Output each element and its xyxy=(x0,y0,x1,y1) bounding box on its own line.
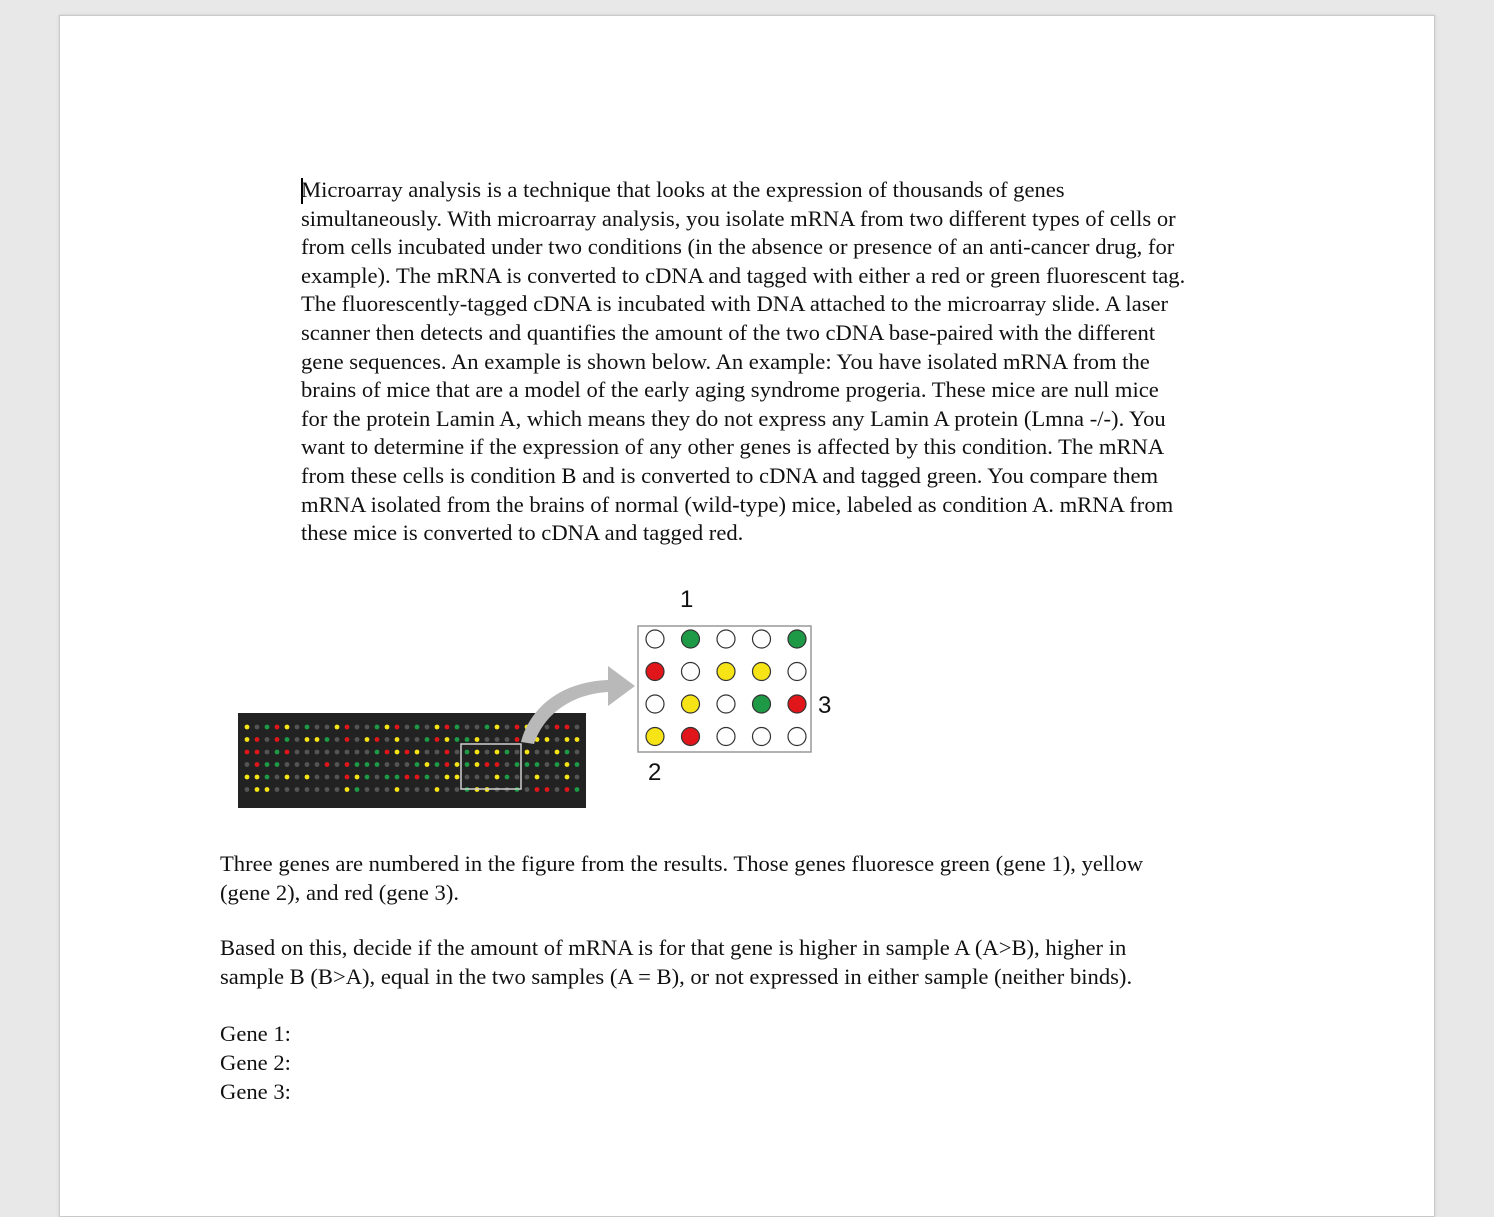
array-spot xyxy=(535,762,540,767)
results-paragraph[interactable] xyxy=(220,849,1143,907)
array-spot xyxy=(325,750,330,755)
array-spot xyxy=(525,775,530,780)
array-spot xyxy=(485,750,490,755)
array-spot xyxy=(425,750,430,755)
array-spot xyxy=(415,725,420,730)
array-spot xyxy=(455,775,460,780)
array-spot xyxy=(555,787,560,792)
array-spot xyxy=(325,737,330,742)
array-spot xyxy=(425,775,430,780)
array-spot xyxy=(555,775,560,780)
array-spot xyxy=(455,725,460,730)
zoom-spot-empty xyxy=(717,630,735,648)
array-spot xyxy=(415,737,420,742)
array-spot xyxy=(475,750,480,755)
array-spot xyxy=(395,787,400,792)
array-spot xyxy=(295,787,300,792)
question-paragraph[interactable] xyxy=(220,933,1132,991)
zoom-spot-red xyxy=(682,728,700,746)
text-line: The fluorescently-tagged cDNA is incubated with DNA attached to the microarray slide. A laser xyxy=(301,291,1169,317)
array-spot xyxy=(395,725,400,730)
text-line: scanner then detects and quantifies the amount of the two cDNA base-paired with the different xyxy=(301,319,1156,345)
array-spot xyxy=(285,750,290,755)
array-spot xyxy=(265,762,270,767)
array-spot xyxy=(405,762,410,767)
array-spot xyxy=(395,750,400,755)
array-spot xyxy=(335,775,340,780)
array-spot xyxy=(545,737,550,742)
array-spot xyxy=(475,737,480,742)
array-spot xyxy=(495,750,500,755)
zoom-spot-empty xyxy=(717,695,735,713)
array-spot xyxy=(435,787,440,792)
array-spot xyxy=(255,750,260,755)
array-spot xyxy=(465,737,470,742)
array-spot xyxy=(365,762,370,767)
array-spot xyxy=(535,775,540,780)
array-spot xyxy=(545,762,550,767)
array-spot xyxy=(385,762,390,767)
array-spot xyxy=(555,762,560,767)
array-spot xyxy=(305,737,310,742)
array-spot xyxy=(275,750,280,755)
array-spot xyxy=(355,737,360,742)
text-line: Microarray analysis is a technique that looks at the expression of thousands of genes xyxy=(301,177,1065,202)
text-line: from these cells is condition B and is converted to cDNA and tagged green. You compare them xyxy=(301,462,1159,488)
array-spot xyxy=(575,725,580,730)
intro-paragraph[interactable] xyxy=(301,176,1291,548)
array-spot xyxy=(435,750,440,755)
zoom-spot-yellow xyxy=(753,663,771,681)
array-spot xyxy=(315,737,320,742)
array-spot xyxy=(435,775,440,780)
array-spot xyxy=(495,737,500,742)
text-line: Three genes are numbered in the figure from the results. Those genes fluoresce green (gene 1), yellow xyxy=(220,851,1144,876)
zoom-spot-yellow xyxy=(682,695,700,713)
array-spot xyxy=(505,725,510,730)
array-spot xyxy=(385,750,390,755)
array-spot xyxy=(305,725,310,730)
array-spot xyxy=(245,775,250,780)
array-spot xyxy=(455,762,460,767)
zoom-spot-red xyxy=(646,663,664,681)
array-spot xyxy=(375,762,380,767)
text-line: Based on this, decide if the amount of mRNA is for that gene is higher in sample A (A>B), higher in xyxy=(220,935,1127,960)
array-spot xyxy=(375,787,380,792)
array-spot xyxy=(495,725,500,730)
array-spot xyxy=(385,775,390,780)
zoom-spot-empty xyxy=(646,630,664,648)
array-spot xyxy=(495,775,500,780)
zoom-spot-empty xyxy=(717,728,735,746)
array-spot xyxy=(535,787,540,792)
gene-1-answer[interactable]: Gene 1: xyxy=(220,1021,291,1046)
array-spot xyxy=(365,775,370,780)
array-spot xyxy=(285,762,290,767)
array-spot xyxy=(415,775,420,780)
array-spot xyxy=(495,762,500,767)
array-spot xyxy=(515,737,520,742)
array-spot xyxy=(245,750,250,755)
array-spot xyxy=(415,750,420,755)
array-spot xyxy=(575,750,580,755)
array-spot xyxy=(435,762,440,767)
array-spot xyxy=(255,787,260,792)
array-spot xyxy=(295,725,300,730)
array-spot xyxy=(445,775,450,780)
array-spot xyxy=(285,775,290,780)
array-spot xyxy=(285,737,290,742)
array-spot xyxy=(325,775,330,780)
array-spot xyxy=(305,762,310,767)
text-line: sample B (B>A), equal in the two samples (A = B), or not expressed in either sample (neither binds). xyxy=(220,964,1133,989)
zoom-spot-empty xyxy=(682,663,700,681)
array-spot xyxy=(245,762,250,767)
array-spot xyxy=(325,762,330,767)
array-spot xyxy=(545,725,550,730)
array-spot xyxy=(435,737,440,742)
array-spot xyxy=(295,775,300,780)
text-line: simultaneously. With microarray analysis, you isolate mRNA from two different types of cells or xyxy=(301,205,1176,231)
gene-2-label: 2 xyxy=(648,759,662,786)
array-spot xyxy=(515,775,520,780)
array-spot xyxy=(505,775,510,780)
gene-3-answer[interactable]: Gene 3: xyxy=(220,1079,291,1104)
array-spot xyxy=(335,725,340,730)
array-spot xyxy=(365,725,370,730)
array-spot xyxy=(475,725,480,730)
array-spot xyxy=(545,775,550,780)
array-spot xyxy=(465,762,470,767)
array-spot xyxy=(325,787,330,792)
array-spot xyxy=(555,737,560,742)
array-spot xyxy=(385,737,390,742)
array-spot xyxy=(485,762,490,767)
array-spot xyxy=(565,775,570,780)
zoom-spot-empty xyxy=(753,728,771,746)
array-spot xyxy=(465,750,470,755)
gene-1-label: 1 xyxy=(680,586,694,613)
text-line: these mice is converted to cDNA and tagged red. xyxy=(301,520,744,546)
array-spot xyxy=(435,725,440,730)
array-spot xyxy=(445,787,450,792)
zoom-spot-green xyxy=(788,630,806,648)
array-spot xyxy=(315,787,320,792)
array-spot xyxy=(265,725,270,730)
array-spot xyxy=(565,750,570,755)
zoom-spot-empty xyxy=(753,630,771,648)
array-spot xyxy=(565,725,570,730)
array-spot xyxy=(305,787,310,792)
array-spot xyxy=(515,762,520,767)
array-spot xyxy=(375,725,380,730)
text-line: for the protein Lamin A, which means they do not express any Lamin A protein (Lmna -/-). You xyxy=(301,405,1166,431)
array-spot xyxy=(385,787,390,792)
zoom-spot-green xyxy=(682,630,700,648)
array-spot xyxy=(355,750,360,755)
text-line: from cells incubated under two conditions (in the absence or presence of an anti-cancer drug, for xyxy=(301,234,1175,260)
array-spot xyxy=(345,725,350,730)
array-spot xyxy=(345,750,350,755)
array-spot xyxy=(345,737,350,742)
text-line: example). The mRNA is converted to cDNA and tagged with either a red or green fluorescent tag. xyxy=(301,262,1186,288)
zoom-spot-empty xyxy=(646,695,664,713)
array-spot xyxy=(545,750,550,755)
array-spot xyxy=(335,737,340,742)
array-spot xyxy=(465,725,470,730)
array-spot xyxy=(485,775,490,780)
array-spot xyxy=(265,775,270,780)
array-spot xyxy=(335,762,340,767)
array-spot xyxy=(405,775,410,780)
array-spot xyxy=(305,750,310,755)
array-spot xyxy=(395,775,400,780)
array-spot xyxy=(245,737,250,742)
array-spot xyxy=(465,775,470,780)
array-spot xyxy=(335,750,340,755)
array-spot xyxy=(255,775,260,780)
array-spot xyxy=(425,762,430,767)
array-spot xyxy=(275,787,280,792)
array-spot xyxy=(245,725,250,730)
array-spot xyxy=(515,750,520,755)
gene-2-answer[interactable]: Gene 2: xyxy=(220,1050,291,1075)
gene-3-label: 3 xyxy=(818,692,832,719)
array-spot xyxy=(295,737,300,742)
array-spot xyxy=(365,787,370,792)
zoom-spot-yellow xyxy=(717,663,735,681)
array-spot xyxy=(555,725,560,730)
array-spot xyxy=(575,787,580,792)
array-spot xyxy=(555,750,560,755)
array-spot xyxy=(425,787,430,792)
array-spot xyxy=(475,775,480,780)
array-spot xyxy=(385,725,390,730)
array-spot xyxy=(375,750,380,755)
array-spot xyxy=(505,762,510,767)
array-spot xyxy=(285,787,290,792)
array-spot xyxy=(375,775,380,780)
text-line: brains of mice that are a model of the early aging syndrome progeria. These mice are null mice xyxy=(301,377,1159,403)
zoom-spot-empty xyxy=(788,663,806,681)
array-spot xyxy=(275,737,280,742)
array-spot xyxy=(305,775,310,780)
array-spot xyxy=(485,725,490,730)
zoom-spot-yellow xyxy=(646,728,664,746)
array-spot xyxy=(325,725,330,730)
array-spot xyxy=(245,787,250,792)
array-spot xyxy=(315,750,320,755)
array-spot xyxy=(565,787,570,792)
array-spot xyxy=(485,737,490,742)
array-spot xyxy=(575,762,580,767)
array-spot xyxy=(425,725,430,730)
array-spot xyxy=(405,737,410,742)
array-spot xyxy=(275,762,280,767)
array-spot xyxy=(455,737,460,742)
array-spot xyxy=(445,737,450,742)
array-spot xyxy=(275,725,280,730)
array-spot xyxy=(565,762,570,767)
array-spot xyxy=(365,737,370,742)
gene-answer-list[interactable] xyxy=(220,1019,291,1106)
array-spot xyxy=(445,762,450,767)
array-spot xyxy=(315,762,320,767)
array-spot xyxy=(345,762,350,767)
array-spot xyxy=(255,737,260,742)
array-spot xyxy=(365,750,370,755)
array-spot xyxy=(455,787,460,792)
text-line: (gene 2), and red (gene 3). xyxy=(220,880,459,905)
array-spot xyxy=(315,775,320,780)
array-spot xyxy=(515,725,520,730)
array-spot xyxy=(345,775,350,780)
zoom-spot-green xyxy=(753,695,771,713)
zoom-spot-empty xyxy=(788,728,806,746)
array-spot xyxy=(315,725,320,730)
array-spot xyxy=(275,775,280,780)
array-spot xyxy=(575,737,580,742)
array-spot xyxy=(505,750,510,755)
array-spot xyxy=(415,787,420,792)
array-spot xyxy=(535,750,540,755)
array-spot xyxy=(405,787,410,792)
text-line: gene sequences. An example is shown below. An example: You have isolated mRNA from the xyxy=(301,348,1150,374)
array-spot xyxy=(265,750,270,755)
array-spot xyxy=(355,725,360,730)
array-spot xyxy=(335,787,340,792)
array-spot xyxy=(345,787,350,792)
array-spot xyxy=(525,787,530,792)
array-spot xyxy=(545,787,550,792)
microarray-figure xyxy=(230,580,830,820)
array-spot xyxy=(415,762,420,767)
array-spot xyxy=(405,725,410,730)
array-spot xyxy=(445,750,450,755)
array-spot xyxy=(395,762,400,767)
array-spot xyxy=(255,762,260,767)
array-spot xyxy=(525,762,530,767)
array-spot xyxy=(285,725,290,730)
array-spot xyxy=(355,787,360,792)
array-spot xyxy=(565,737,570,742)
array-spot xyxy=(295,750,300,755)
text-line: want to determine if the expression of any other genes is affected by this condition. The mRNA xyxy=(301,434,1165,460)
array-spot xyxy=(255,725,260,730)
zoom-spot-red xyxy=(788,695,806,713)
array-spot xyxy=(525,750,530,755)
array-spot xyxy=(395,737,400,742)
array-spot xyxy=(355,775,360,780)
array-spot xyxy=(405,750,410,755)
array-spot xyxy=(265,787,270,792)
text-line: mRNA isolated from the brains of normal (wild-type) mice, labeled as condition A. mRNA from xyxy=(301,491,1174,517)
array-spot xyxy=(425,737,430,742)
array-spot xyxy=(575,775,580,780)
array-spot xyxy=(265,737,270,742)
array-spot xyxy=(445,725,450,730)
array-spot xyxy=(455,750,460,755)
array-spot xyxy=(375,737,380,742)
array-spot xyxy=(505,737,510,742)
array-spot xyxy=(295,762,300,767)
array-spot xyxy=(355,762,360,767)
array-spot xyxy=(475,762,480,767)
